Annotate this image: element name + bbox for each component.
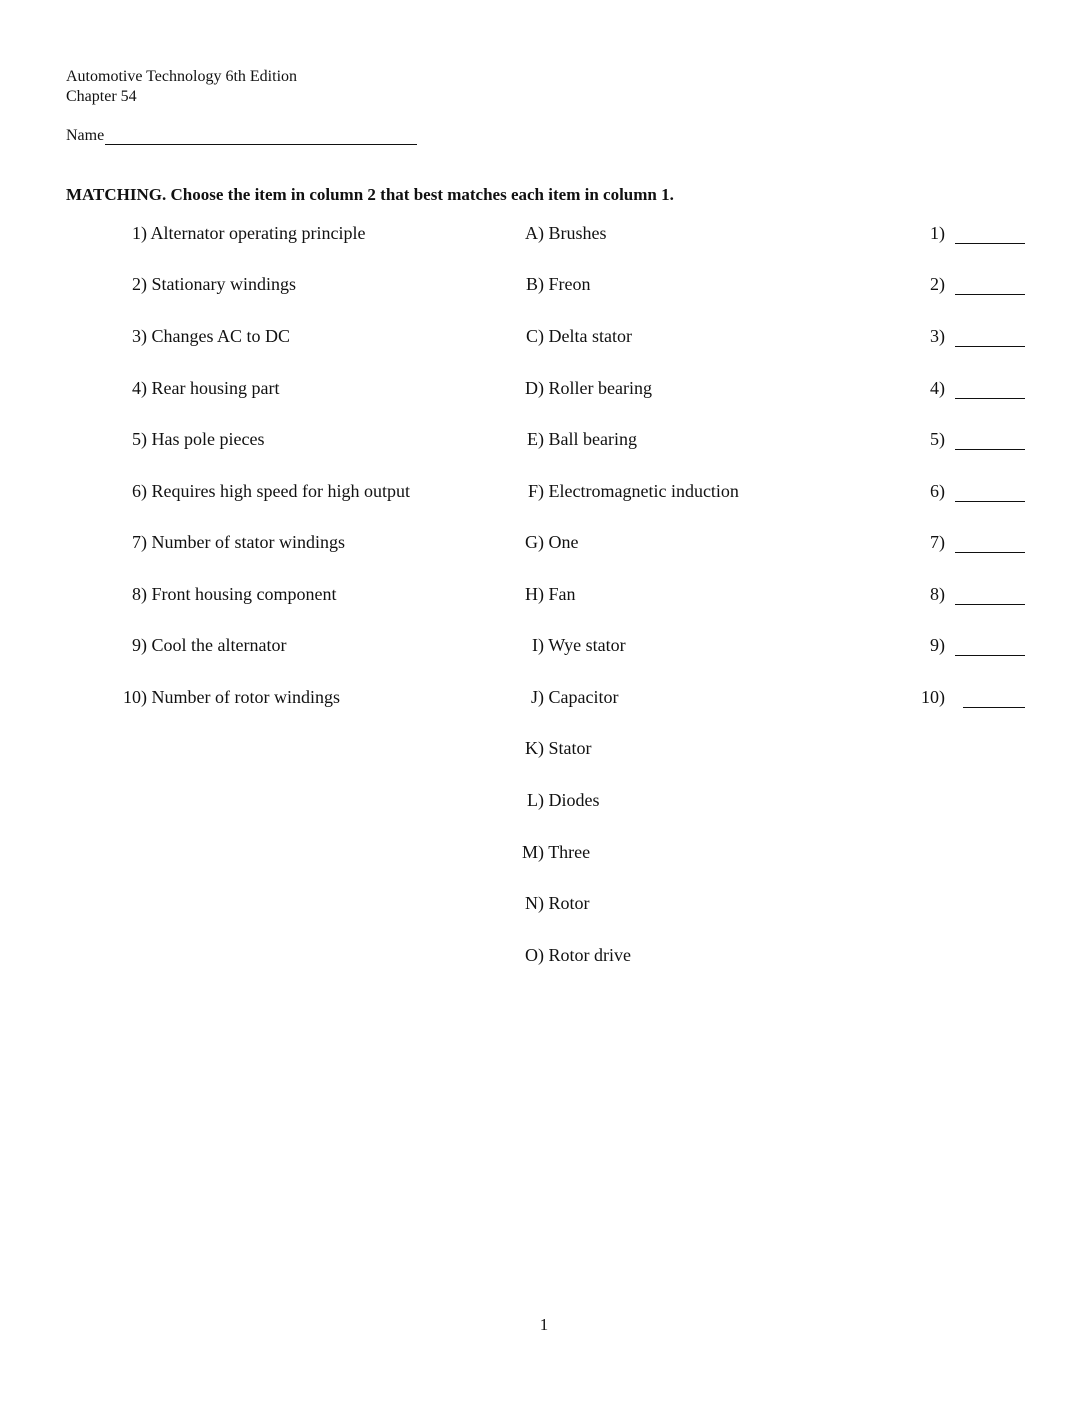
answer-number: 3) (930, 326, 945, 346)
item-number: 2) (132, 274, 147, 294)
option-text: One (548, 532, 579, 552)
answer-row (905, 378, 1025, 399)
page-number: 1 (539, 1315, 549, 1334)
answer-blank[interactable] (955, 586, 1025, 605)
name-label: Name (66, 127, 105, 144)
column1-item (112, 326, 290, 347)
column2-item (506, 790, 600, 811)
option-text: Fan (548, 584, 576, 604)
option-letter: N) (525, 893, 544, 913)
option-letter: H) (525, 584, 544, 604)
option-text: Roller bearing (548, 378, 652, 398)
option-letter: J) (531, 687, 544, 707)
column1-item (112, 223, 365, 244)
answer-number: 4) (930, 378, 945, 398)
answer-number: 10) (921, 687, 945, 707)
item-text: Number of stator windings (151, 532, 345, 552)
option-letter: B) (526, 274, 544, 294)
answer-row (905, 481, 1025, 502)
option-letter: I) (532, 635, 544, 655)
item-text: Alternator operating principle (150, 223, 366, 243)
column2-item (506, 223, 607, 244)
option-letter: A) (525, 223, 544, 243)
option-text: Three (548, 842, 591, 862)
item-text: Has pole pieces (151, 429, 265, 449)
option-text: Electromagnetic induction (548, 481, 739, 501)
option-letter: E) (527, 429, 544, 449)
answer-number: 8) (930, 584, 945, 604)
item-number: 5) (132, 429, 147, 449)
column1-item (112, 378, 279, 399)
item-text: Rear housing part (151, 378, 280, 398)
item-number: 10) (123, 687, 147, 707)
option-letter: C) (526, 326, 544, 346)
answer-blank[interactable] (963, 689, 1025, 708)
option-letter: O) (525, 945, 544, 965)
answer-row (905, 635, 1025, 656)
column2-item (506, 532, 579, 553)
column2-item (506, 842, 590, 863)
answer-blank[interactable] (955, 380, 1025, 399)
item-text: Stationary windings (151, 274, 296, 294)
document-header (66, 67, 297, 107)
answer-blank[interactable] (955, 534, 1025, 553)
instructions: MATCHING. Choose the item in column 2 that best matches each item in column 1. (66, 185, 674, 204)
answer-row (905, 429, 1025, 450)
column2-item (506, 429, 637, 450)
answer-row (905, 687, 1025, 708)
column1-item (112, 274, 296, 295)
item-text: Number of rotor windings (151, 687, 340, 707)
answer-blank[interactable] (955, 483, 1025, 502)
column1-item (112, 429, 264, 450)
item-text: Requires high speed for high output (151, 481, 410, 501)
answer-row (905, 326, 1025, 347)
option-text: Stator (548, 738, 592, 758)
answer-number: 7) (930, 532, 945, 552)
column2-item (506, 326, 632, 347)
name-blank-line (105, 126, 417, 145)
item-text: Front housing component (151, 584, 337, 604)
option-text: Diodes (548, 790, 600, 810)
answer-number: 6) (930, 481, 945, 501)
answer-blank[interactable] (955, 637, 1025, 656)
column2-item (506, 687, 618, 708)
option-letter: D) (525, 378, 544, 398)
item-number: 1) (132, 223, 147, 243)
item-number: 3) (132, 326, 147, 346)
option-text: Ball bearing (548, 429, 637, 449)
answer-number: 5) (930, 429, 945, 449)
answer-number: 2) (930, 274, 945, 294)
chapter-label: Chapter 54 (66, 88, 137, 105)
item-number: 8) (132, 584, 147, 604)
option-text: Delta stator (548, 326, 632, 346)
column1-item (112, 584, 337, 605)
answer-blank[interactable] (955, 225, 1025, 244)
column2-item (506, 738, 592, 759)
answer-row (905, 532, 1025, 553)
item-number: 4) (132, 378, 147, 398)
answer-blank[interactable] (955, 431, 1025, 450)
item-text: Changes AC to DC (151, 326, 291, 346)
column2-item (506, 481, 739, 502)
option-text: Rotor (548, 893, 590, 913)
option-letter: K) (525, 738, 544, 758)
answer-blank[interactable] (955, 328, 1025, 347)
option-text: Brushes (548, 223, 607, 243)
item-number: 9) (132, 635, 147, 655)
answer-row (905, 584, 1025, 605)
answer-blank[interactable] (955, 276, 1025, 295)
option-text: Rotor drive (548, 945, 631, 965)
column2-item (506, 635, 626, 656)
column2-item (506, 274, 591, 295)
column2-item (506, 584, 576, 605)
column1-item (112, 687, 340, 708)
column2-item (506, 378, 652, 399)
answer-number: 1) (930, 223, 945, 243)
answer-row (905, 223, 1025, 244)
column2-item (506, 893, 590, 914)
option-letter: F) (527, 481, 544, 501)
option-letter: G) (525, 532, 544, 552)
column1-item (112, 635, 286, 656)
name-row (66, 126, 417, 145)
item-number: 7) (132, 532, 147, 552)
column1-item (112, 532, 345, 553)
answer-number: 9) (930, 635, 945, 655)
item-text: Cool the alternator (151, 635, 287, 655)
column1-item (112, 481, 410, 502)
item-number: 6) (132, 481, 147, 501)
answer-row (905, 274, 1025, 295)
option-text: Freon (548, 274, 591, 294)
column2-item (506, 945, 631, 966)
option-letter: L) (527, 790, 544, 810)
option-text: Wye stator (548, 635, 626, 655)
option-letter: M) (522, 842, 544, 862)
book-title: Automotive Technology 6th Edition (66, 68, 298, 85)
option-text: Capacitor (548, 687, 619, 707)
